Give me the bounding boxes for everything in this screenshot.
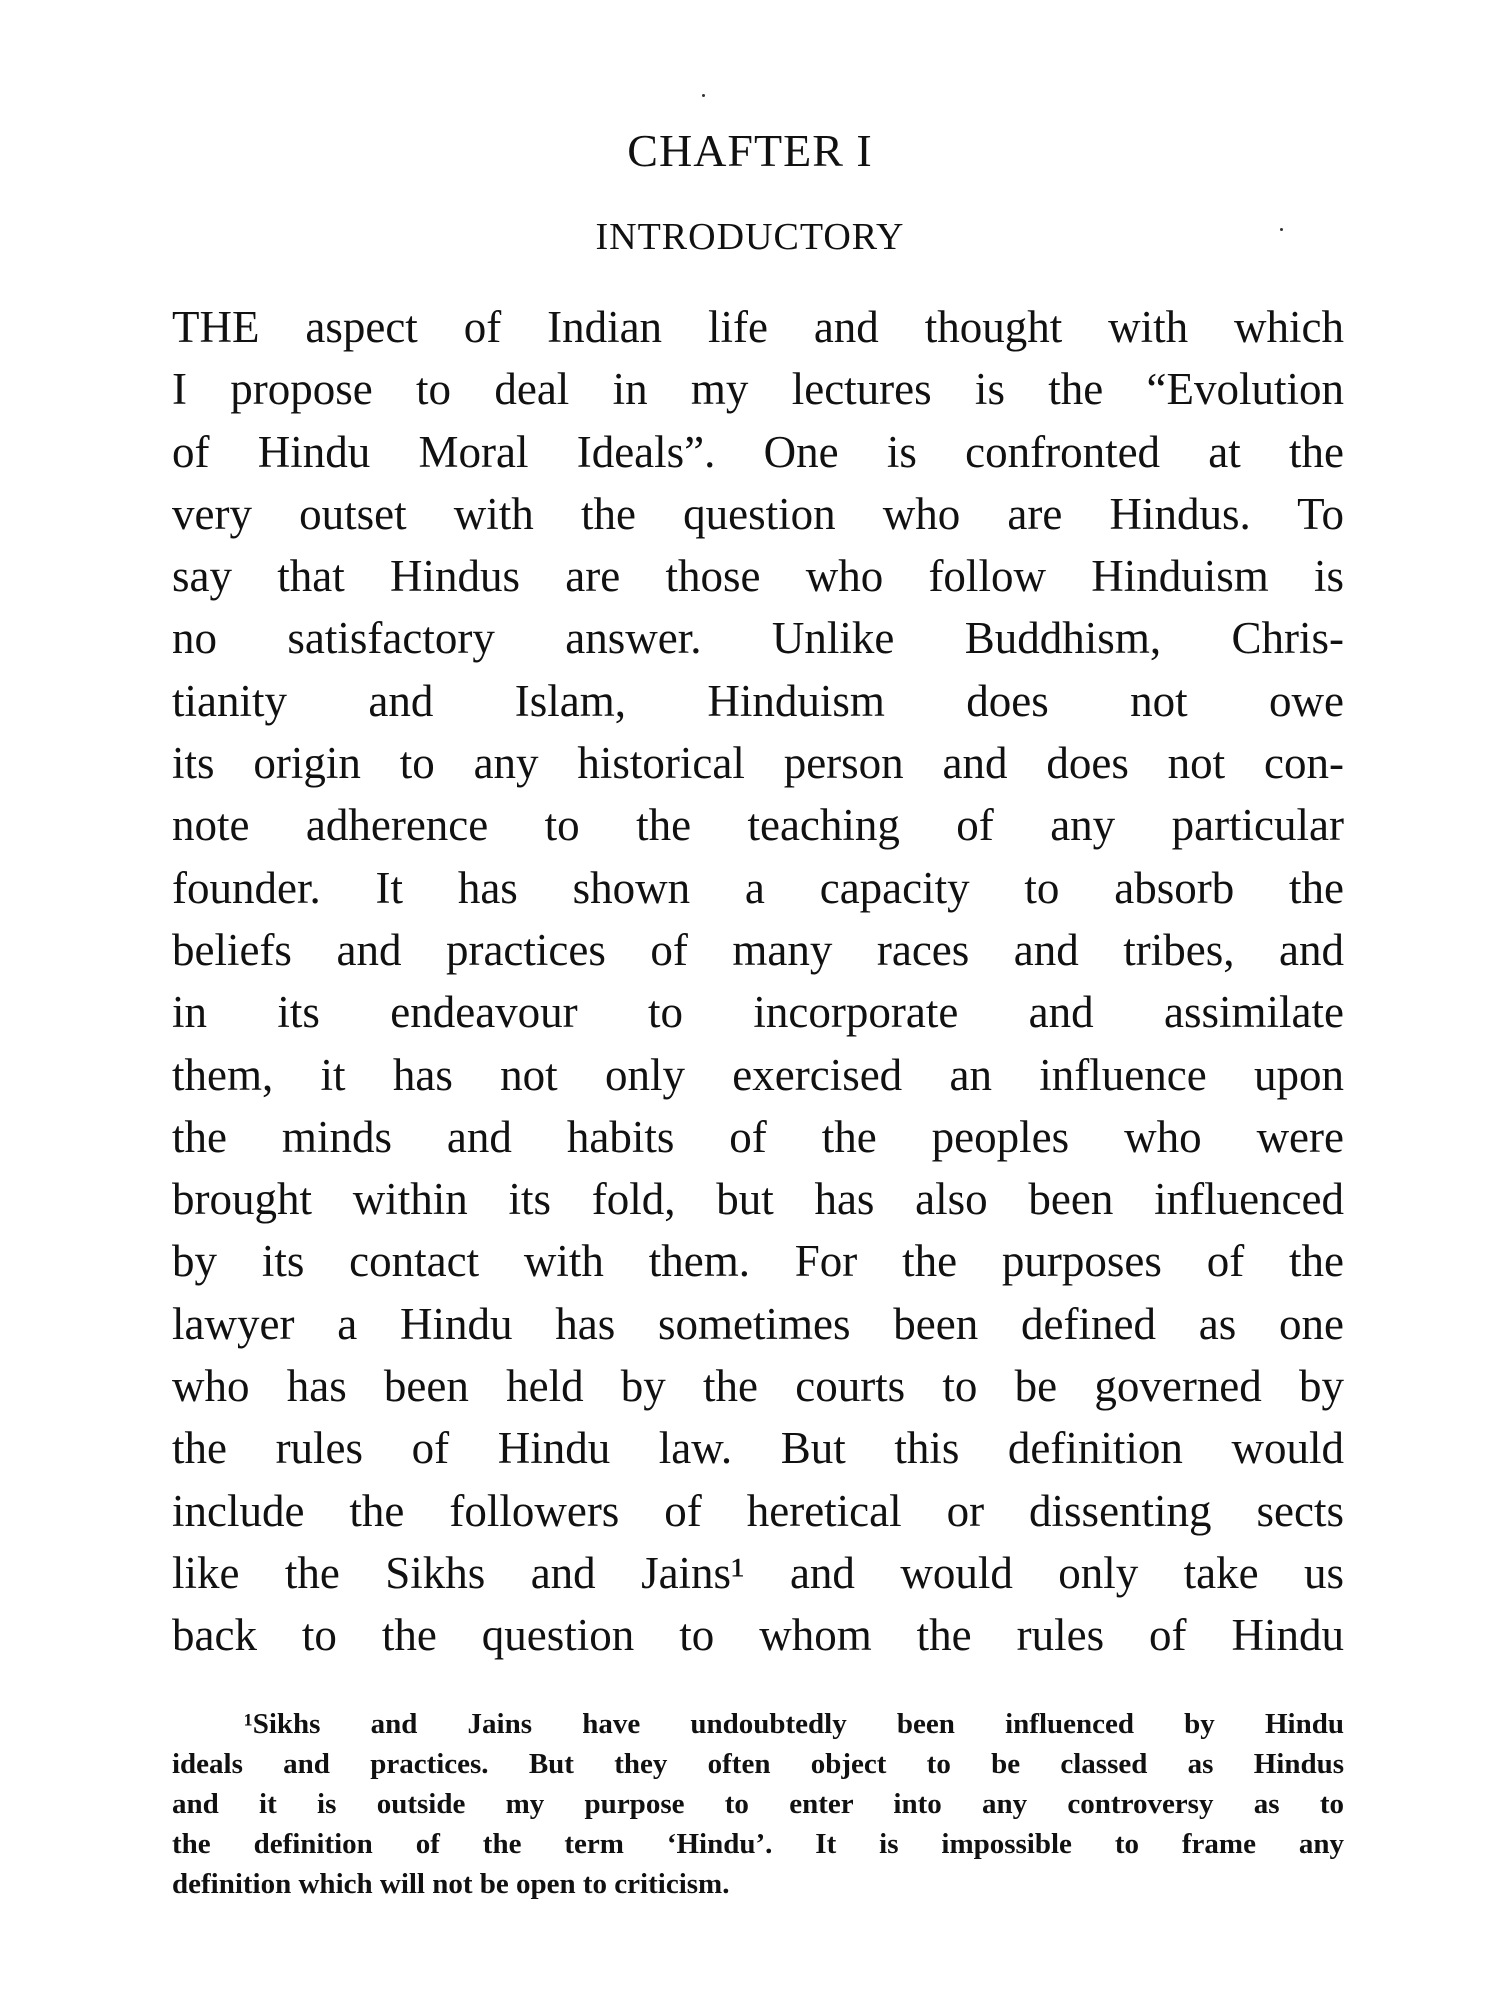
body-text: [172, 296, 1344, 1667]
chapter-title: CHAFTER I: [627, 125, 873, 176]
footnote-line: ¹Sikhs and Jains have undoubtedly been influenced by Hindu: [244, 1708, 1344, 1740]
text-line: them, it has not only exercised an influence upon: [172, 1049, 1344, 1100]
text-line: founder. It has shown a capacity to absorb the: [172, 862, 1344, 913]
text-line: the minds and habits of the peoples who were: [172, 1111, 1344, 1162]
footnote: [172, 1704, 1344, 1904]
footnote-line: and it is outside my purpose to enter into any controversy as to: [172, 1788, 1344, 1820]
text-line: its origin to any historical person and does not con-: [172, 738, 1344, 789]
text-line: of Hindu Moral Ideals”. One is confronted at the: [172, 426, 1344, 477]
chapter-subtitle: INTRODUCTORY: [595, 216, 905, 258]
text-line: the rules of Hindu law. But this definition would: [172, 1423, 1344, 1474]
footnote-line: definition which will not be open to criticism.: [172, 1868, 730, 1900]
text-line: like the Sikhs and Jains¹ and would only take us: [172, 1547, 1344, 1598]
text-line: in its endeavour to incorporate and assimilate: [172, 987, 1344, 1038]
text-line: brought within its fold, but has also been influenced: [172, 1174, 1344, 1225]
text-line: say that Hindus are those who follow Hinduism is: [172, 551, 1344, 602]
text-line: back to the question to whom the rules of Hindu: [172, 1610, 1344, 1661]
text-line: note adherence to the teaching of any particular: [172, 800, 1344, 851]
text-line: include the followers of heretical or dissenting sects: [172, 1485, 1344, 1536]
text-line: no satisfactory answer. Unlike Buddhism, Chris-: [172, 613, 1344, 664]
text-line: I propose to deal in my lectures is the “Evolution: [172, 364, 1344, 415]
text-line: who has been held by the courts to be governed by: [172, 1361, 1344, 1412]
text-line: THE aspect of Indian life and thought with which: [172, 302, 1344, 352]
text-line: beliefs and practices of many races and tribes, and: [172, 924, 1344, 975]
text-line: by its contact with them. For the purposes of the: [172, 1236, 1344, 1287]
text-line: lawyer a Hindu has sometimes been defined as one: [172, 1298, 1344, 1349]
footnote-line: the definition of the term ‘Hindu’. It is impossible to frame any: [172, 1828, 1344, 1860]
text-line: tianity and Islam, Hinduism does not owe: [172, 675, 1344, 726]
text-line: very outset with the question who are Hindus. To: [172, 488, 1344, 539]
print-speck: [702, 94, 705, 97]
footnote-line: ideals and practices. But they often object to be classed as Hindus: [172, 1748, 1344, 1780]
